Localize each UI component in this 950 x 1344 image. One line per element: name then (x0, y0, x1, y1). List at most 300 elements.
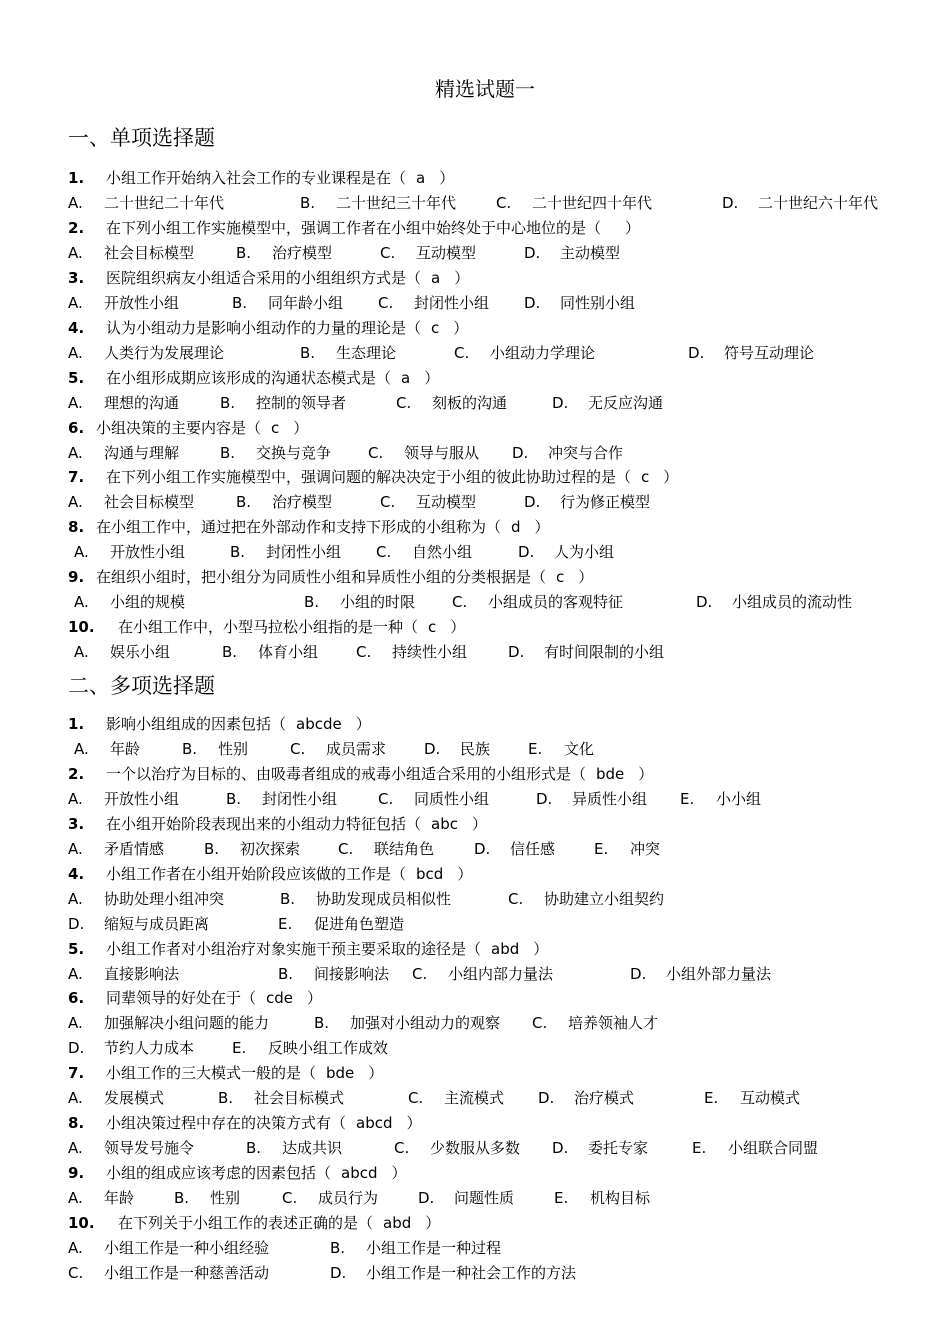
option-text: 符号互动理论 (724, 343, 815, 362)
option-text: 年龄 (104, 1189, 135, 1207)
option-text: 联结角色 (374, 839, 435, 858)
question-stem (68, 565, 910, 590)
option-text: 小组工作是一种小组经验 (104, 1238, 270, 1257)
question-stem (68, 166, 910, 191)
option-a (74, 640, 170, 665)
question-number: 10 (68, 1213, 89, 1232)
option-text: 促进角色塑造 (314, 914, 405, 933)
option-letter: A. (74, 643, 89, 662)
question-number: 10 (68, 618, 89, 637)
number-period: . (78, 568, 85, 587)
answer: c (431, 318, 440, 337)
option-c (452, 590, 623, 615)
option-c (396, 391, 507, 416)
option-text: 主动模型 (560, 243, 621, 262)
option-c (376, 540, 472, 565)
option-letter: D. (330, 1263, 347, 1282)
options-row (68, 490, 910, 515)
option-text: 文化 (564, 740, 595, 758)
option-text: 协助建立小组契约 (544, 889, 665, 908)
option-text: 小组内部力量法 (448, 964, 554, 983)
option-d (424, 737, 490, 762)
option-a (68, 1236, 269, 1261)
question-number: 9 (68, 1164, 79, 1182)
option-text: 异质性小组 (572, 789, 648, 808)
question-text: 小组的组成应该考虑的因素包括（ (106, 1164, 332, 1182)
option-letter: B. (174, 1189, 190, 1207)
option-a (68, 1011, 269, 1036)
option-letter: E. (554, 1189, 569, 1207)
option-letter: A. (68, 194, 83, 212)
option-letter: B. (218, 1089, 234, 1108)
option-text: 小组的规模 (110, 593, 186, 612)
options-row (68, 191, 910, 216)
answer: c (641, 468, 650, 487)
question-stem (68, 937, 910, 962)
option-d (552, 1136, 648, 1161)
option-text: 发展模式 (104, 1089, 165, 1108)
question-number: 1 (68, 715, 79, 733)
option-letter: B. (330, 1238, 346, 1257)
options-row (68, 291, 910, 316)
option-text: 年龄 (110, 740, 141, 758)
option-letter: C. (68, 1263, 84, 1282)
answer: abc (431, 814, 458, 833)
option-letter: A. (68, 1089, 83, 1108)
answer: cde (266, 989, 294, 1008)
option-b (174, 1186, 240, 1211)
options-row (68, 391, 910, 416)
question-text: 在小组工作中，小型马拉松小组指的是一种（ (118, 618, 419, 637)
options-row (68, 341, 910, 366)
options-row (68, 1011, 910, 1036)
option-letter: C. (532, 1014, 548, 1033)
options-row (68, 241, 910, 266)
option-e (680, 787, 761, 812)
option-text: 反映小组工作成效 (268, 1039, 389, 1058)
option-d (696, 590, 852, 615)
question-stem (68, 762, 910, 787)
option-text: 领导发号施令 (104, 1139, 195, 1158)
option-letter: D. (518, 543, 535, 562)
option-c (380, 490, 476, 515)
option-e (692, 1136, 818, 1161)
option-letter: A. (68, 443, 83, 462)
option-e (528, 737, 594, 762)
number-period: . (78, 218, 85, 237)
option-d (722, 191, 878, 216)
closing-paren: ） (425, 1213, 441, 1232)
option-letter: C. (376, 543, 392, 562)
option-letter: B. (236, 243, 252, 262)
option-letter: D. (418, 1189, 435, 1207)
options-row (68, 1261, 910, 1286)
option-c (290, 737, 386, 762)
option-d (524, 241, 620, 266)
option-letter: C. (496, 194, 512, 212)
option-a (68, 490, 194, 515)
option-letter: B. (314, 1014, 330, 1033)
option-text: 同年龄小组 (268, 293, 344, 312)
option-d (330, 1261, 576, 1286)
option-letter: A. (68, 1139, 83, 1158)
option-text: 直接影响法 (104, 964, 180, 983)
option-d (538, 1086, 634, 1111)
option-text: 冲突 (630, 839, 661, 858)
option-d (68, 1036, 194, 1061)
option-c (532, 1011, 658, 1036)
options-row (68, 640, 910, 665)
option-b (232, 291, 343, 316)
question-stem (68, 986, 910, 1011)
option-text: 无反应沟通 (588, 393, 664, 412)
option-a (68, 1086, 164, 1111)
option-a (68, 391, 179, 416)
option-e (704, 1086, 800, 1111)
option-letter: C. (452, 593, 468, 612)
option-letter: B. (280, 889, 296, 908)
option-c (282, 1186, 378, 1211)
option-letter: C. (356, 643, 372, 662)
option-d (552, 391, 663, 416)
option-a (68, 191, 224, 216)
number-period: . (78, 318, 85, 337)
option-c (378, 787, 489, 812)
option-text: 培养领袖人才 (568, 1014, 659, 1033)
option-text: 行为修正模型 (560, 493, 651, 512)
option-letter: B. (300, 343, 316, 362)
number-period: . (78, 1114, 85, 1133)
option-text: 初次探索 (240, 839, 301, 858)
option-text: 同质性小组 (414, 789, 490, 808)
option-b (236, 490, 332, 515)
answer: bcd (416, 864, 444, 883)
closing-paren: ） (450, 618, 466, 637)
options-row (68, 1136, 910, 1161)
option-text: 开放性小组 (110, 543, 186, 562)
option-text: 加强解决小组问题的能力 (104, 1014, 270, 1033)
answer: c (271, 418, 280, 437)
option-a (68, 837, 164, 862)
closing-paren: ） (368, 1064, 384, 1083)
option-letter: A. (68, 839, 83, 858)
question-stem (68, 712, 910, 737)
option-letter: D. (424, 740, 441, 758)
number-period: . (78, 518, 85, 537)
option-letter: A. (68, 1014, 83, 1033)
option-text: 互动模型 (416, 243, 477, 262)
option-letter: D. (512, 443, 529, 462)
options-row (68, 540, 910, 565)
option-letter: C. (368, 443, 384, 462)
option-letter: C. (338, 839, 354, 858)
closing-paren: ） (457, 864, 473, 883)
option-text: 少数服从多数 (430, 1139, 521, 1158)
option-letter: B. (226, 789, 242, 808)
option-b (278, 962, 389, 987)
option-text: 互动模型 (416, 493, 477, 512)
option-b (226, 787, 337, 812)
option-e (594, 837, 660, 862)
answer: c (556, 568, 565, 587)
option-text: 委托专家 (588, 1139, 649, 1158)
option-text: 机构目标 (590, 1189, 651, 1207)
option-text: 主流模式 (444, 1089, 505, 1108)
option-a (68, 962, 179, 987)
option-d (688, 341, 814, 366)
closing-paren: ） (663, 468, 679, 487)
option-d (512, 441, 623, 466)
option-letter: B. (304, 593, 320, 612)
option-b (222, 640, 318, 665)
option-text: 二十世纪六十年代 (758, 194, 879, 212)
question-number: 8 (68, 518, 79, 537)
question-stem (68, 266, 910, 291)
question-stem (68, 1161, 910, 1186)
closing-paren: ） (534, 518, 550, 537)
option-text: 小组成员的客观特征 (488, 593, 624, 612)
closing-paren: ） (453, 318, 469, 337)
option-letter: A. (68, 293, 83, 312)
option-d (524, 490, 650, 515)
option-c (408, 1086, 504, 1111)
option-letter: A. (68, 789, 83, 808)
option-letter: D. (696, 593, 713, 612)
closing-paren: ） (625, 218, 641, 237)
option-a (68, 341, 224, 366)
closing-paren: ） (533, 939, 549, 958)
number-period: . (78, 764, 85, 783)
option-text: 二十世纪三十年代 (336, 194, 457, 212)
option-letter: D. (552, 393, 569, 412)
options-row (68, 1236, 910, 1261)
option-text: 治疗模型 (272, 493, 333, 512)
question-number: 8 (68, 1114, 79, 1133)
option-a (68, 441, 179, 466)
question-number: 2 (68, 218, 79, 237)
question-text: 影响小组组成的因素包括（ (106, 715, 287, 733)
option-b (230, 540, 341, 565)
options-row (68, 441, 910, 466)
option-b (236, 241, 332, 266)
option-text: 生态理论 (336, 343, 397, 362)
number-period: . (78, 989, 85, 1008)
question-text: 在小组开始阶段表现出来的小组动力特征包括（ (106, 814, 422, 833)
question-text: 小组工作开始纳入社会工作的专业课程是在（ (106, 169, 407, 187)
option-text: 性别 (210, 1189, 241, 1207)
answer: abd (491, 939, 520, 958)
option-d (474, 837, 555, 862)
option-letter: A. (68, 964, 83, 983)
option-letter: B. (220, 393, 236, 412)
question-stem (68, 615, 910, 640)
option-d (68, 912, 209, 937)
option-text: 信任感 (510, 839, 556, 858)
option-a (74, 590, 185, 615)
question-stem (68, 515, 910, 540)
option-letter: A. (68, 343, 83, 362)
question-stem (68, 216, 910, 241)
option-text: 小组外部力量法 (666, 964, 772, 983)
question-stem (68, 1061, 910, 1086)
option-letter: C. (378, 293, 394, 312)
option-b (246, 1136, 342, 1161)
option-letter: A. (68, 1238, 83, 1257)
option-text: 领导与服从 (404, 443, 480, 462)
option-text: 小组成员的流动性 (732, 593, 853, 612)
options-row (68, 962, 910, 987)
option-letter: B. (236, 493, 252, 512)
closing-paren: ） (578, 568, 594, 587)
option-text: 达成共识 (282, 1139, 343, 1158)
question-text: 认为小组动力是影响小组动作的力量的理论是（ (106, 318, 422, 337)
question-number: 5 (68, 939, 79, 958)
options-row (68, 887, 910, 912)
closing-paren: ） (293, 418, 309, 437)
question-stem (68, 366, 910, 391)
option-letter: A. (68, 243, 83, 262)
question-text: 在下列小组工作实施模型中，强调问题的解决决定于小组的彼此协助过程的是（ (106, 468, 632, 487)
question-stem (68, 1211, 910, 1236)
option-text: 问题性质 (454, 1189, 515, 1207)
option-letter: D. (688, 343, 705, 362)
option-b (314, 1011, 500, 1036)
question-number: 6 (68, 418, 79, 437)
question-number: 6 (68, 989, 79, 1008)
options-row (68, 1036, 910, 1061)
question-number: 4 (68, 318, 79, 337)
option-a (68, 241, 194, 266)
question-number: 1 (68, 169, 79, 187)
option-c (380, 241, 476, 266)
number-period: . (78, 468, 85, 487)
number-period: . (78, 1064, 85, 1083)
options-row (68, 912, 910, 937)
option-letter: A. (68, 493, 83, 512)
question-number: 4 (68, 864, 79, 883)
answer: d (511, 518, 521, 537)
option-c (412, 962, 553, 987)
option-text: 加强对小组动力的观察 (350, 1014, 501, 1033)
option-letter: B. (204, 839, 220, 858)
option-letter: B. (278, 964, 294, 983)
option-letter: D. (524, 243, 541, 262)
question-text: 小组决策过程中存在的决策方式有（ (106, 1114, 347, 1133)
answer: abd (383, 1213, 412, 1232)
option-text: 社会目标模型 (104, 493, 195, 512)
option-letter: E. (232, 1039, 247, 1058)
option-c (368, 441, 479, 466)
option-letter: C. (408, 1089, 424, 1108)
number-period: . (78, 169, 85, 187)
number-period: . (78, 715, 85, 733)
option-text: 控制的领导者 (256, 393, 347, 412)
section-heading-single-choice: 一、单项选择题 (68, 126, 215, 150)
question-number: 7 (68, 1064, 79, 1083)
option-letter: E. (680, 789, 695, 808)
option-b (182, 737, 248, 762)
option-text: 二十世纪四十年代 (532, 194, 653, 212)
closing-paren: ） (638, 764, 654, 783)
option-text: 封闭性小组 (262, 789, 338, 808)
option-letter: D. (630, 964, 647, 983)
answer: a (416, 169, 426, 187)
option-text: 封闭性小组 (266, 543, 342, 562)
closing-paren: ） (439, 169, 455, 187)
options-row (68, 787, 910, 812)
option-text: 成员需求 (326, 740, 387, 758)
option-b (204, 837, 300, 862)
option-text: 体育小组 (258, 643, 319, 662)
option-text: 娱乐小组 (110, 643, 171, 662)
option-b (300, 191, 456, 216)
options-row (68, 1186, 910, 1211)
option-c (356, 640, 467, 665)
number-period: . (78, 814, 85, 833)
option-letter: D. (524, 493, 541, 512)
option-text: 小组工作是一种慈善活动 (104, 1263, 270, 1282)
answer: a (401, 368, 411, 387)
closing-paren: ） (307, 989, 323, 1008)
option-a (74, 737, 140, 762)
option-a (68, 887, 224, 912)
option-letter: C. (290, 740, 306, 758)
number-period: . (88, 618, 95, 637)
question-number: 7 (68, 468, 79, 487)
number-period: . (78, 368, 85, 387)
answer: c (428, 618, 437, 637)
option-text: 小组工作是一种社会工作的方法 (366, 1263, 577, 1282)
option-d (524, 291, 635, 316)
number-period: . (78, 1164, 85, 1182)
option-text: 人为小组 (554, 543, 615, 562)
number-period: . (78, 864, 85, 883)
closing-paren: ） (391, 1164, 407, 1182)
option-letter: C. (396, 393, 412, 412)
section-heading-multiple-choice: 二、多项选择题 (68, 674, 215, 698)
options-row (68, 837, 910, 862)
option-letter: E. (692, 1139, 707, 1158)
option-letter: A. (68, 393, 83, 412)
options-row (68, 1086, 910, 1111)
option-letter: C. (412, 964, 428, 983)
question-stem (68, 316, 910, 341)
option-text: 开放性小组 (104, 789, 180, 808)
option-b (280, 887, 451, 912)
answer: abcd (356, 1114, 393, 1133)
option-b (330, 1236, 501, 1261)
option-text: 持续性小组 (392, 643, 468, 662)
option-text: 小小组 (716, 789, 762, 808)
option-c (508, 887, 664, 912)
question-number: 3 (68, 268, 79, 287)
option-text: 社会目标模型 (104, 243, 195, 262)
option-letter: B. (230, 543, 246, 562)
option-text: 理想的沟通 (104, 393, 180, 412)
options-row (68, 737, 910, 762)
answer: bde (326, 1064, 355, 1083)
option-text: 小组动力学理论 (490, 343, 596, 362)
question-text: 小组工作的三大模式一般的是（ (106, 1064, 317, 1083)
option-letter: B. (246, 1139, 262, 1158)
option-text: 封闭性小组 (414, 293, 490, 312)
option-a (68, 1186, 134, 1211)
option-text: 小组联合同盟 (728, 1139, 819, 1158)
number-period: . (88, 1213, 95, 1232)
option-text: 同性别小组 (560, 293, 636, 312)
option-b (220, 391, 346, 416)
option-text: 开放性小组 (104, 293, 180, 312)
